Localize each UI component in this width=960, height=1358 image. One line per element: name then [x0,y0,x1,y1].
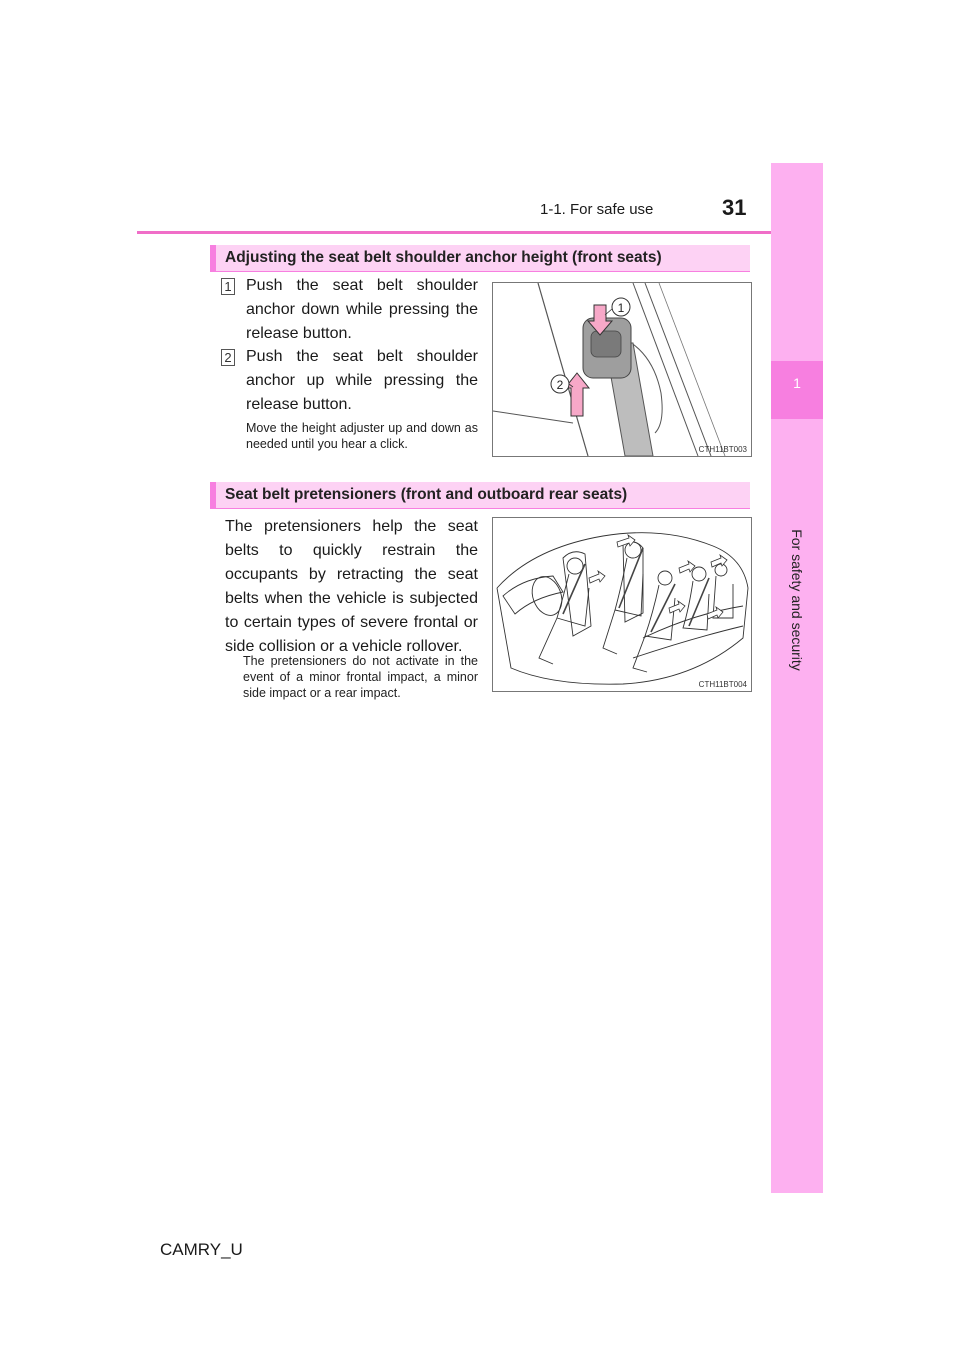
shoulder-anchor-illustration [493,283,751,456]
header-rule [137,231,823,234]
chapter-title-text: For safety and security [789,529,805,671]
vehicle-interior-illustration [493,518,751,691]
callout-1: 1 [617,301,625,315]
chapter-side-tab [771,163,823,1193]
section-header-shoulder-anchor: Adjusting the seat belt shoulder anchor height (front seats) [210,245,750,272]
section-header-pretensioners: Seat belt pretensioners (front and outboard rear seats) [210,482,750,509]
page-number: 31 [722,195,747,220]
pretensioner-note: The pretensioners do not activate in the event of a minor frontal impact, a minor side impact or a rear impact. [243,654,478,700]
step-1-text: Push the seat belt shoulder anchor down while pressing the release button. [246,277,478,342]
model-code: CAMRY_U [160,1240,243,1259]
figure-code: CTH11BT004 [698,680,747,689]
running-header-section: 1-1. For safe use [540,201,654,218]
step-marker-2: 2 [221,349,235,366]
step-note: Move the height adjuster up and down as needed until you hear a click. [246,421,478,451]
pretensioner-paragraph: The pretensioners help the seat belts to quickly restrain the occupants by retracting the seat belts when the vehicle is subjected to certain types of severe frontal or side collision or a vehicle rollover. [225,518,478,655]
figure-pretensioners [492,517,752,692]
chapter-number: 1 [793,375,801,391]
figure-code: CTH11BT003 [698,445,747,454]
step-2-text: Push the seat belt shoulder anchor up while pressing the release button. [246,348,478,413]
figure-shoulder-anchor [492,282,752,457]
callout-2: 2 [556,378,564,392]
step-marker-1: 1 [221,278,235,295]
